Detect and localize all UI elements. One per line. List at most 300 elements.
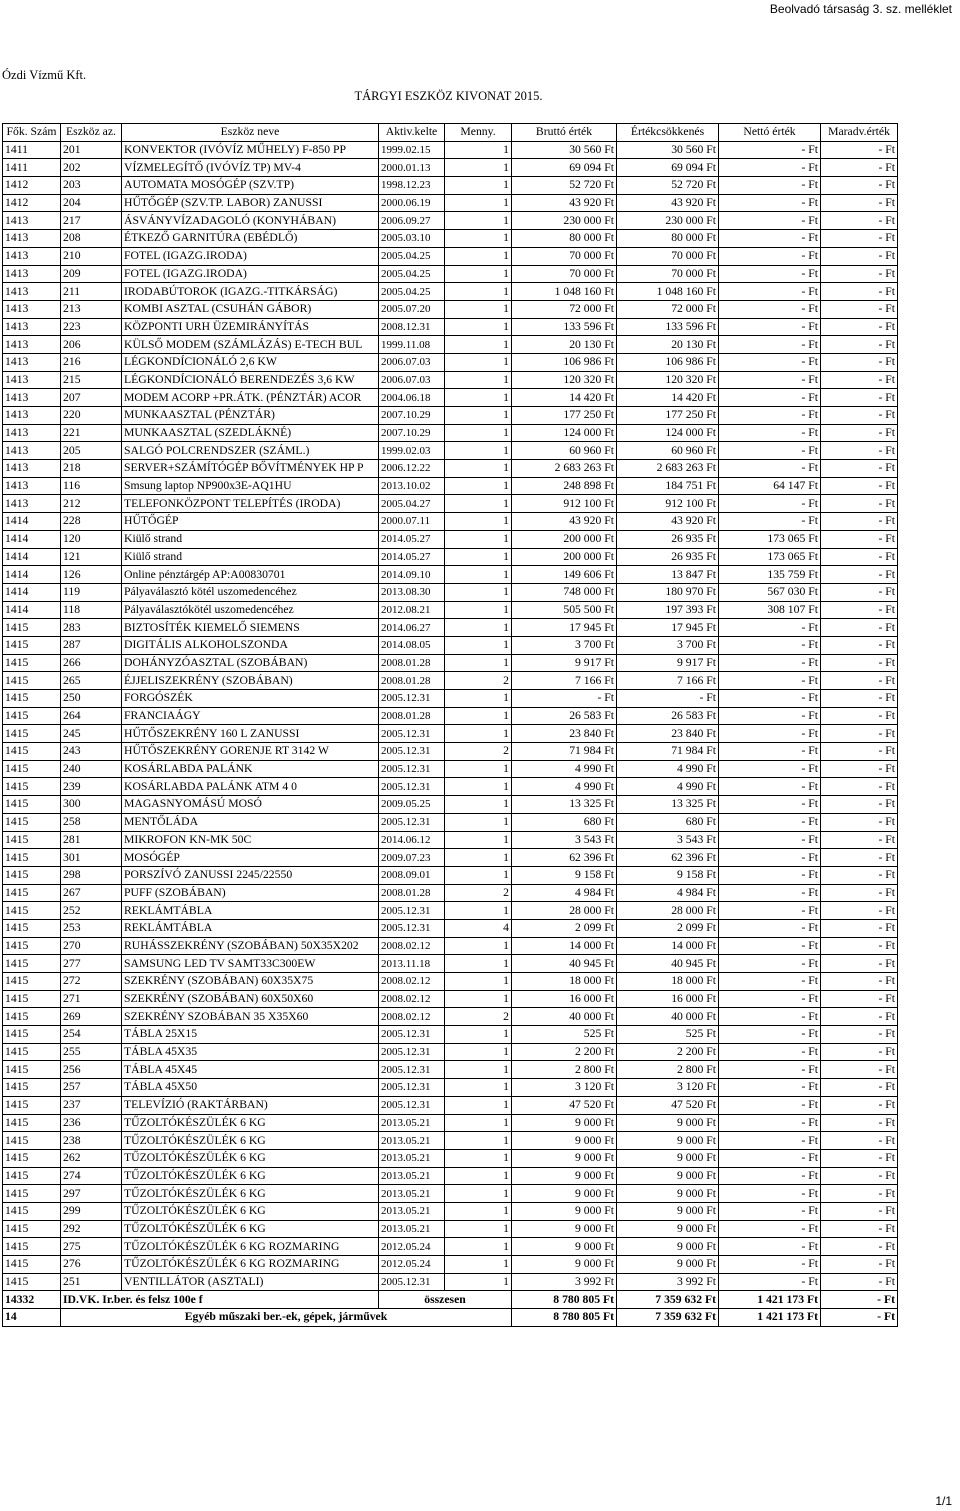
cell-quantity: 1	[445, 442, 512, 460]
cell-gross-value: 248 898 Ft	[512, 477, 617, 495]
cell-asset-name: TÁBLA 45X35	[122, 1043, 379, 1061]
cell-asset-id: 297	[61, 1185, 122, 1203]
cell-asset-id: 270	[61, 937, 122, 955]
cell-residual-value: - Ft	[821, 300, 898, 318]
cell-gross-value: 23 840 Ft	[512, 725, 617, 743]
cell-activation-date: 2008.12.31	[379, 318, 445, 336]
cell-net-value: - Ft	[719, 902, 821, 920]
cell-residual-value: - Ft	[821, 902, 898, 920]
cell-asset-name: Pályaválasztó kötél uszomedencéhez	[122, 583, 379, 601]
cell-gross-value: 912 100 Ft	[512, 495, 617, 513]
cell-activation-date: 2005.12.31	[379, 1061, 445, 1079]
cell-net-value: - Ft	[719, 247, 821, 265]
cell-account: 1415	[3, 760, 61, 778]
col-header-account: Fők. Szám	[3, 124, 61, 142]
cell-quantity: 1	[445, 849, 512, 867]
table-row	[3, 955, 898, 973]
cell-asset-name: MIKROFON KN-MK 50C	[122, 831, 379, 849]
cell-asset-name: TŰZOLTÓKÉSZÜLÉK 6 KG	[122, 1114, 379, 1132]
cell-net-value: - Ft	[719, 937, 821, 955]
table-row	[3, 866, 898, 884]
cell-asset-id: 276	[61, 1256, 122, 1274]
table-row	[3, 530, 898, 548]
cell-account: 1413	[3, 300, 61, 318]
cell-gross-value: 106 986 Ft	[512, 353, 617, 371]
cell-net-value: - Ft	[719, 884, 821, 902]
cell-residual-value: - Ft	[821, 513, 898, 531]
cell-account: 1415	[3, 1079, 61, 1097]
cell-net-value: - Ft	[719, 1043, 821, 1061]
cell-account: 1415	[3, 1256, 61, 1274]
cell-gross-value: 47 520 Ft	[512, 1096, 617, 1114]
cell-activation-date: 2013.05.21	[379, 1114, 445, 1132]
cell-residual-value: - Ft	[821, 1114, 898, 1132]
cell-depreciation: 69 094 Ft	[617, 159, 719, 177]
cell-activation-date: 2005.12.31	[379, 725, 445, 743]
cell-depreciation: 197 393 Ft	[617, 601, 719, 619]
cell-depreciation: 18 000 Ft	[617, 973, 719, 991]
cell-quantity: 1	[445, 831, 512, 849]
cell-quantity: 4	[445, 919, 512, 937]
cell-asset-name: ÉTKEZŐ GARNITÚRA (EBÉDLŐ)	[122, 230, 379, 248]
cell-quantity: 1	[445, 460, 512, 478]
cell-quantity: 1	[445, 636, 512, 654]
cell-activation-date: 2000.01.13	[379, 159, 445, 177]
table-row	[3, 460, 898, 478]
cell-account: 1415	[3, 990, 61, 1008]
cell-depreciation: 70 000 Ft	[617, 265, 719, 283]
cell-depreciation: 106 986 Ft	[617, 353, 719, 371]
cell-activation-date: 2005.12.31	[379, 902, 445, 920]
cell-activation-date: 2004.06.18	[379, 389, 445, 407]
cell-asset-id: 271	[61, 990, 122, 1008]
cell-asset-id: 239	[61, 778, 122, 796]
cell-account: 1415	[3, 866, 61, 884]
cell-residual-value: - Ft	[821, 389, 898, 407]
cell-asset-name: MENTŐLÁDA	[122, 813, 379, 831]
cell-activation-date: 1999.11.08	[379, 336, 445, 354]
cell-activation-date: 2007.10.29	[379, 424, 445, 442]
cell-depreciation: 70 000 Ft	[617, 247, 719, 265]
cell-gross-value: 230 000 Ft	[512, 212, 617, 230]
cell-net-value: - Ft	[719, 194, 821, 212]
cell-quantity: 1	[445, 1167, 512, 1185]
cell-gross-value: 16 000 Ft	[512, 990, 617, 1008]
cell-account: 1415	[3, 884, 61, 902]
cell-net-value: - Ft	[719, 1202, 821, 1220]
cell-activation-date: 2005.04.27	[379, 495, 445, 513]
cell-gross-value: 62 396 Ft	[512, 849, 617, 867]
cell-gross-value: 18 000 Ft	[512, 973, 617, 991]
cell-residual-value: - Ft	[821, 1149, 898, 1167]
cell-residual-value: - Ft	[821, 265, 898, 283]
cell-activation-date: 2013.10.02	[379, 477, 445, 495]
cell-quantity: 1	[445, 1026, 512, 1044]
cell-gross-value: 30 560 Ft	[512, 141, 617, 159]
cell-gross-value: - Ft	[512, 690, 617, 708]
total-account: 14332	[3, 1291, 61, 1309]
cell-depreciation: 71 984 Ft	[617, 743, 719, 761]
cell-account: 1413	[3, 442, 61, 460]
cell-net-value: - Ft	[719, 1061, 821, 1079]
cell-account: 1412	[3, 177, 61, 195]
cell-account: 1415	[3, 1043, 61, 1061]
cell-asset-name: REKLÁMTÁBLA	[122, 919, 379, 937]
cell-gross-value: 3 120 Ft	[512, 1079, 617, 1097]
cell-activation-date: 2008.02.12	[379, 1008, 445, 1026]
table-row	[3, 743, 898, 761]
cell-gross-value: 680 Ft	[512, 813, 617, 831]
cell-asset-id: 283	[61, 619, 122, 637]
table-row	[3, 707, 898, 725]
cell-account: 1415	[3, 690, 61, 708]
cell-residual-value: - Ft	[821, 583, 898, 601]
page-header-annex: Beolvadó társaság 3. sz. melléklet	[769, 2, 952, 16]
cell-gross-value: 120 320 Ft	[512, 371, 617, 389]
cell-activation-date: 2013.08.30	[379, 583, 445, 601]
cell-gross-value: 43 920 Ft	[512, 513, 617, 531]
cell-net-value: - Ft	[719, 778, 821, 796]
cell-asset-id: 281	[61, 831, 122, 849]
cell-net-value: - Ft	[719, 796, 821, 814]
cell-asset-name: LÉGKONDÍCIONÁLÓ 2,6 KW	[122, 353, 379, 371]
cell-asset-id: 203	[61, 177, 122, 195]
cell-gross-value: 26 583 Ft	[512, 707, 617, 725]
cell-quantity: 1	[445, 866, 512, 884]
cell-asset-id: 228	[61, 513, 122, 531]
cell-activation-date: 2008.02.12	[379, 937, 445, 955]
cell-residual-value: - Ft	[821, 831, 898, 849]
cell-asset-id: 272	[61, 973, 122, 991]
cell-gross-value: 14 420 Ft	[512, 389, 617, 407]
cell-account: 1413	[3, 265, 61, 283]
cell-quantity: 1	[445, 1079, 512, 1097]
cell-activation-date: 2005.12.31	[379, 1043, 445, 1061]
cell-residual-value: - Ft	[821, 353, 898, 371]
table-row	[3, 672, 898, 690]
cell-depreciation: 9 000 Ft	[617, 1132, 719, 1150]
cell-depreciation: 43 920 Ft	[617, 194, 719, 212]
cell-asset-id: 215	[61, 371, 122, 389]
table-row	[3, 601, 898, 619]
cell-gross-value: 9 000 Ft	[512, 1167, 617, 1185]
cell-asset-id: 299	[61, 1202, 122, 1220]
cell-activation-date: 2009.07.23	[379, 849, 445, 867]
cell-account: 1414	[3, 513, 61, 531]
cell-account: 1412	[3, 194, 61, 212]
cell-residual-value: - Ft	[821, 690, 898, 708]
col-header-activation-date: Aktiv.kelte	[379, 124, 445, 142]
cell-net-value: - Ft	[719, 690, 821, 708]
cell-account: 1415	[3, 1220, 61, 1238]
cell-net-value: - Ft	[719, 725, 821, 743]
cell-asset-id: 211	[61, 283, 122, 301]
cell-asset-name: BIZTOSÍTÉK KIEMELŐ SIEMENS	[122, 619, 379, 637]
cell-asset-id: 126	[61, 566, 122, 584]
cell-asset-name: TŰZOLTÓKÉSZÜLÉK 6 KG	[122, 1185, 379, 1203]
cell-residual-value: - Ft	[821, 1220, 898, 1238]
cell-net-value: - Ft	[719, 743, 821, 761]
table-row	[3, 1008, 898, 1026]
cell-quantity: 1	[445, 283, 512, 301]
cell-asset-name: TÁBLA 25X15	[122, 1026, 379, 1044]
cell-residual-value: - Ft	[821, 672, 898, 690]
cell-residual-value: - Ft	[821, 955, 898, 973]
cell-quantity: 1	[445, 760, 512, 778]
cell-net-value: - Ft	[719, 283, 821, 301]
table-row	[3, 1043, 898, 1061]
cell-net-value: - Ft	[719, 407, 821, 425]
cell-residual-value: - Ft	[821, 212, 898, 230]
table-row	[3, 566, 898, 584]
cell-asset-id: 254	[61, 1026, 122, 1044]
cell-account: 1415	[3, 973, 61, 991]
cell-quantity: 1	[445, 477, 512, 495]
cell-account: 1415	[3, 831, 61, 849]
cell-gross-value: 525 Ft	[512, 1026, 617, 1044]
cell-residual-value: - Ft	[821, 866, 898, 884]
cell-account: 1414	[3, 583, 61, 601]
cell-net-value: 173 065 Ft	[719, 548, 821, 566]
cell-residual-value: - Ft	[821, 1273, 898, 1291]
cell-asset-name: TŰZOLTÓKÉSZÜLÉK 6 KG ROZMARING	[122, 1238, 379, 1256]
cell-asset-id: 221	[61, 424, 122, 442]
table-row	[3, 849, 898, 867]
cell-account: 1414	[3, 601, 61, 619]
cell-asset-name: HŰTŐGÉP (SZV.TP. LABOR) ZANUSSI	[122, 194, 379, 212]
cell-depreciation: 80 000 Ft	[617, 230, 719, 248]
table-row	[3, 1114, 898, 1132]
total-label: ID.VK. Ir.ber. és felsz 100e f	[61, 1291, 379, 1309]
cell-depreciation: 3 120 Ft	[617, 1079, 719, 1097]
cell-depreciation: 2 800 Ft	[617, 1061, 719, 1079]
cell-quantity: 1	[445, 336, 512, 354]
cell-net-value: - Ft	[719, 265, 821, 283]
sum-depreciation: 7 359 632 Ft	[617, 1309, 719, 1327]
cell-gross-value: 1 048 160 Ft	[512, 283, 617, 301]
cell-net-value: - Ft	[719, 1220, 821, 1238]
cell-account: 1415	[3, 725, 61, 743]
sum-account: 14	[3, 1309, 61, 1327]
cell-asset-name: KOSÁRLABDA PALÁNK	[122, 760, 379, 778]
cell-account: 1415	[3, 636, 61, 654]
cell-asset-id: 257	[61, 1079, 122, 1097]
cell-account: 1415	[3, 1273, 61, 1291]
cell-account: 1415	[3, 1202, 61, 1220]
cell-asset-id: 252	[61, 902, 122, 920]
cell-activation-date: 2007.10.29	[379, 407, 445, 425]
cell-quantity: 1	[445, 353, 512, 371]
cell-asset-name: HŰTŐSZEKRÉNY GORENJE RT 3142 W	[122, 743, 379, 761]
cell-asset-name: TŰZOLTÓKÉSZÜLÉK 6 KG	[122, 1167, 379, 1185]
cell-asset-name: ÁSVÁNYVÍZADAGOLÓ (KONYHÁBAN)	[122, 212, 379, 230]
cell-asset-name: TELEVÍZIÓ (RAKTÁRBAN)	[122, 1096, 379, 1114]
cell-account: 1415	[3, 778, 61, 796]
total-net: 1 421 173 Ft	[719, 1291, 821, 1309]
cell-asset-name: TÁBLA 45X50	[122, 1079, 379, 1097]
cell-quantity: 1	[445, 707, 512, 725]
cell-asset-id: 220	[61, 407, 122, 425]
cell-residual-value: - Ft	[821, 796, 898, 814]
cell-net-value: - Ft	[719, 1132, 821, 1150]
table-row	[3, 1167, 898, 1185]
cell-depreciation: 28 000 Ft	[617, 902, 719, 920]
cell-account: 1413	[3, 495, 61, 513]
cell-depreciation: 184 751 Ft	[617, 477, 719, 495]
table-row	[3, 1220, 898, 1238]
cell-activation-date: 2005.12.31	[379, 1273, 445, 1291]
cell-asset-id: 267	[61, 884, 122, 902]
cell-quantity: 1	[445, 902, 512, 920]
cell-quantity: 1	[445, 141, 512, 159]
table-row	[3, 194, 898, 212]
cell-residual-value: - Ft	[821, 619, 898, 637]
table-row	[3, 831, 898, 849]
cell-asset-name: SALGÓ POLCRENDSZER (SZÁML.)	[122, 442, 379, 460]
cell-activation-date: 2005.12.31	[379, 813, 445, 831]
table-row	[3, 937, 898, 955]
cell-gross-value: 9 000 Ft	[512, 1185, 617, 1203]
cell-account: 1415	[3, 796, 61, 814]
cell-depreciation: 2 099 Ft	[617, 919, 719, 937]
cell-activation-date: 2013.05.21	[379, 1149, 445, 1167]
cell-depreciation: 14 420 Ft	[617, 389, 719, 407]
cell-net-value: - Ft	[719, 654, 821, 672]
cell-asset-name: FORGÓSZÉK	[122, 690, 379, 708]
cell-quantity: 1	[445, 548, 512, 566]
cell-quantity: 1	[445, 194, 512, 212]
cell-account: 1415	[3, 1114, 61, 1132]
cell-quantity: 1	[445, 796, 512, 814]
col-header-quantity: Menny.	[445, 124, 512, 142]
cell-asset-id: 118	[61, 601, 122, 619]
cell-gross-value: 3 992 Ft	[512, 1273, 617, 1291]
cell-activation-date: 2008.02.12	[379, 973, 445, 991]
cell-residual-value: - Ft	[821, 1202, 898, 1220]
cell-residual-value: - Ft	[821, 1096, 898, 1114]
cell-activation-date: 2014.08.05	[379, 636, 445, 654]
cell-activation-date: 2005.12.31	[379, 743, 445, 761]
cell-asset-name: HŰTŐGÉP	[122, 513, 379, 531]
cell-gross-value: 20 130 Ft	[512, 336, 617, 354]
cell-account: 1413	[3, 389, 61, 407]
table-row	[3, 1061, 898, 1079]
cell-activation-date: 1999.02.15	[379, 141, 445, 159]
cell-quantity: 1	[445, 424, 512, 442]
cell-quantity: 1	[445, 247, 512, 265]
cell-depreciation: 26 935 Ft	[617, 548, 719, 566]
cell-gross-value: 3 543 Ft	[512, 831, 617, 849]
cell-activation-date: 2000.06.19	[379, 194, 445, 212]
table-row	[3, 725, 898, 743]
cell-quantity: 1	[445, 1185, 512, 1203]
cell-residual-value: - Ft	[821, 477, 898, 495]
cell-net-value: - Ft	[719, 442, 821, 460]
cell-quantity: 1	[445, 389, 512, 407]
cell-asset-id: 237	[61, 1096, 122, 1114]
cell-quantity: 1	[445, 212, 512, 230]
cell-activation-date: 2014.05.27	[379, 548, 445, 566]
cell-residual-value: - Ft	[821, 530, 898, 548]
cell-asset-name: SZEKRÉNY SZOBÁBAN 35 X35X60	[122, 1008, 379, 1026]
cell-gross-value: 2 800 Ft	[512, 1061, 617, 1079]
cell-residual-value: - Ft	[821, 743, 898, 761]
cell-asset-name: TŰZOLTÓKÉSZÜLÉK 6 KG	[122, 1132, 379, 1150]
cell-account: 1415	[3, 1238, 61, 1256]
cell-asset-name: Kiülő strand	[122, 548, 379, 566]
cell-residual-value: - Ft	[821, 707, 898, 725]
sum-gross: 8 780 805 Ft	[512, 1309, 617, 1327]
table-row	[3, 265, 898, 283]
cell-asset-id: 204	[61, 194, 122, 212]
cell-depreciation: 9 000 Ft	[617, 1114, 719, 1132]
cell-asset-id: 202	[61, 159, 122, 177]
cell-residual-value: - Ft	[821, 601, 898, 619]
table-row	[3, 177, 898, 195]
table-row	[3, 583, 898, 601]
cell-activation-date: 2012.05.24	[379, 1238, 445, 1256]
cell-residual-value: - Ft	[821, 1061, 898, 1079]
cell-net-value: - Ft	[719, 212, 821, 230]
cell-net-value: - Ft	[719, 230, 821, 248]
cell-asset-name: LÉGKONDÍCIONÁLÓ BERENDEZÉS 3,6 KW	[122, 371, 379, 389]
cell-quantity: 1	[445, 159, 512, 177]
cell-residual-value: - Ft	[821, 990, 898, 1008]
cell-asset-id: 238	[61, 1132, 122, 1150]
table-row	[3, 495, 898, 513]
cell-net-value: - Ft	[719, 1114, 821, 1132]
table-row	[3, 230, 898, 248]
cell-residual-value: - Ft	[821, 407, 898, 425]
cell-asset-id: 223	[61, 318, 122, 336]
cell-residual-value: - Ft	[821, 159, 898, 177]
table-row	[3, 1202, 898, 1220]
cell-quantity: 2	[445, 1008, 512, 1026]
cell-quantity: 1	[445, 1273, 512, 1291]
asset-table	[2, 123, 898, 1327]
cell-residual-value: - Ft	[821, 1256, 898, 1274]
cell-quantity: 1	[445, 1114, 512, 1132]
cell-quantity: 1	[445, 601, 512, 619]
cell-gross-value: 9 000 Ft	[512, 1256, 617, 1274]
cell-net-value: - Ft	[719, 1096, 821, 1114]
cell-depreciation: 26 583 Ft	[617, 707, 719, 725]
table-row	[3, 283, 898, 301]
cell-quantity: 1	[445, 371, 512, 389]
cell-net-value: - Ft	[719, 866, 821, 884]
cell-asset-id: 269	[61, 1008, 122, 1026]
cell-asset-id: 253	[61, 919, 122, 937]
cell-depreciation: 2 683 263 Ft	[617, 460, 719, 478]
cell-asset-name: RUHÁSSZEKRÉNY (SZOBÁBAN) 50X35X202	[122, 937, 379, 955]
cell-asset-id: 287	[61, 636, 122, 654]
cell-gross-value: 4 984 Ft	[512, 884, 617, 902]
cell-asset-id: 120	[61, 530, 122, 548]
table-row	[3, 407, 898, 425]
cell-activation-date: 2014.09.10	[379, 566, 445, 584]
col-header-gross-value: Bruttó érték	[512, 124, 617, 142]
cell-account: 1413	[3, 477, 61, 495]
cell-net-value: - Ft	[719, 159, 821, 177]
cell-account: 1415	[3, 1008, 61, 1026]
cell-residual-value: - Ft	[821, 230, 898, 248]
cell-net-value: - Ft	[719, 141, 821, 159]
cell-residual-value: - Ft	[821, 566, 898, 584]
cell-account: 1411	[3, 159, 61, 177]
cell-account: 1413	[3, 371, 61, 389]
cell-account: 1414	[3, 548, 61, 566]
cell-quantity: 1	[445, 1096, 512, 1114]
